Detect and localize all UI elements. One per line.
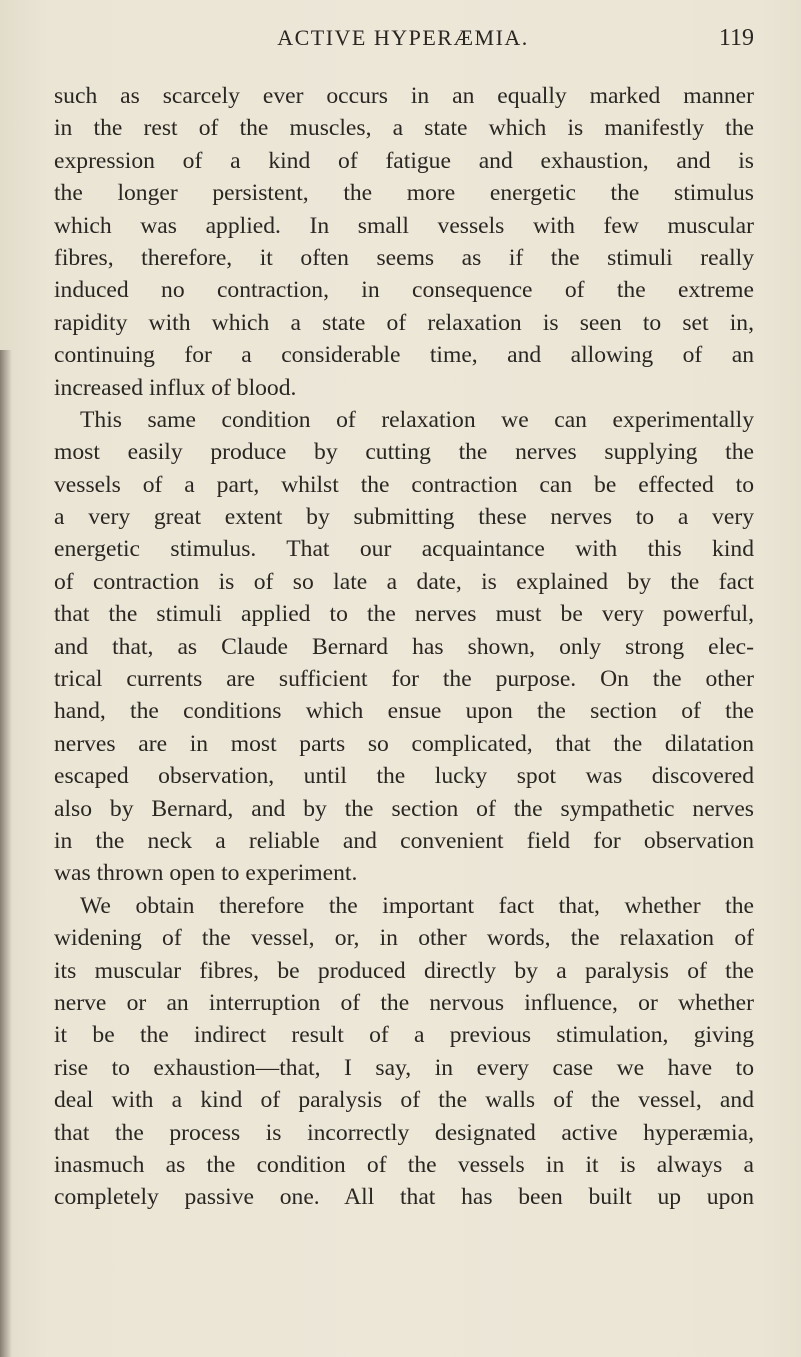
text-line: fibres, therefore, it often seems as if the stimuli really bbox=[54, 244, 754, 271]
text-line: hand, the conditions which ensue upon the section of the bbox=[54, 698, 754, 725]
binding-shadow bbox=[0, 350, 12, 1357]
running-head bbox=[52, 18, 754, 58]
text-line: and that, as Claude Bernard has shown, only strong elec- bbox=[54, 633, 754, 660]
running-title: ACTIVE HYPERÆMIA. bbox=[277, 25, 529, 50]
text-line: completely passive one. All that has been built up upon bbox=[54, 1184, 754, 1211]
text-line: nerves are in most parts so complicated, that the dilatation bbox=[54, 730, 754, 757]
text-line: also by Bernard, and by the section of the sympathetic nerves bbox=[54, 795, 754, 822]
text-line: trical currents are sufficient for the purpose. On the other bbox=[54, 666, 754, 693]
text-line: rapidity with which a state of relaxation is seen to set in, bbox=[54, 309, 754, 336]
text-line: most easily produce by cutting the nerves supplying the bbox=[54, 439, 754, 466]
text-line: deal with a kind of paralysis of the walls of the vessel, and bbox=[54, 1087, 754, 1114]
text-line: in the rest of the muscles, a state which is manifestly the bbox=[54, 115, 754, 142]
text-line: a very great extent by submitting these nerves to a very bbox=[54, 504, 754, 531]
text-line: vessels of a part, whilst the contraction can be effected to bbox=[54, 471, 754, 498]
text-line: increased influx of blood. bbox=[54, 374, 297, 401]
text-line: which was applied. In small vessels with few muscular bbox=[54, 212, 754, 239]
text-line: continuing for a considerable time, and allowing of an bbox=[54, 342, 754, 369]
text-line: induced no contraction, in consequence of the extreme bbox=[54, 277, 754, 304]
text-line: rise to exhaustion—that, I say, in every case we have to bbox=[54, 1054, 754, 1081]
text-line: widening of the vessel, or, in other words, the relaxation of bbox=[54, 925, 754, 952]
text-line: of contraction is of so late a date, is explained by the fact bbox=[54, 568, 754, 595]
text-line: its muscular fibres, be produced directly by a paralysis of the bbox=[54, 957, 754, 984]
text-line: expression of a kind of fatigue and exhaustion, and is bbox=[54, 147, 754, 174]
text-line: that the stimuli applied to the nerves must be very powerful, bbox=[54, 601, 754, 628]
text-line: energetic stimulus. That our acquaintance with this kind bbox=[54, 536, 754, 563]
text-line: that the process is incorrectly designated active hyperæmia, bbox=[54, 1119, 754, 1146]
text-line: the longer persistent, the more energetic the stimulus bbox=[54, 180, 754, 207]
text-line: such as scarcely ever occurs in an equally marked manner bbox=[54, 83, 754, 109]
body-text bbox=[54, 80, 754, 1214]
text-line: escaped observation, until the lucky spot was discovered bbox=[54, 763, 754, 790]
page-number: 119 bbox=[718, 25, 754, 51]
paragraph-start-line: We obtain therefore the important fact that, whether the bbox=[80, 892, 754, 919]
paragraph-start-line: This same condition of relaxation we can experimentally bbox=[80, 406, 754, 433]
text-line: it be the indirect result of a previous stimulation, giving bbox=[54, 1022, 754, 1049]
text-line: was thrown open to experiment. bbox=[54, 860, 358, 887]
text-line: nerve or an interruption of the nervous influence, or whether bbox=[54, 989, 754, 1016]
text-line: in the neck a reliable and convenient field for observation bbox=[54, 827, 754, 854]
text-line: inasmuch as the condition of the vessels in it is always a bbox=[54, 1151, 754, 1178]
